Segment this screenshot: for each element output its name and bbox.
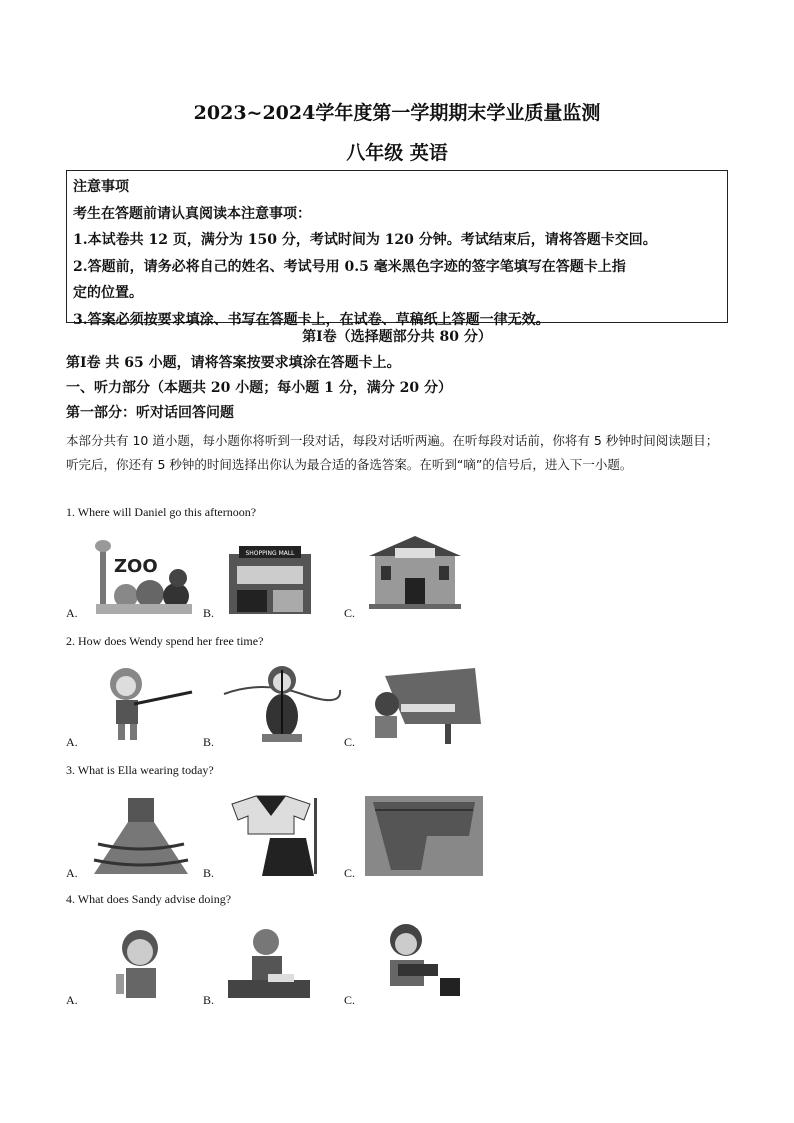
question-2: 2. How does Wendy spend her free time? [66, 634, 264, 648]
option-label: A. [66, 606, 78, 620]
exam-title: 2023~2024学年度第一学期期末学业质量监测 [193, 102, 601, 124]
dress-image [88, 794, 194, 878]
boy-desk-image [226, 926, 312, 1002]
zoo-image [86, 538, 198, 618]
library-image [365, 534, 465, 610]
option-label: C. [344, 866, 356, 880]
question-4: 4. What does Sandy advise doing? [66, 892, 232, 906]
exam-subtitle: 八年级 英语 [346, 142, 448, 164]
question-3: 3. What is Ella wearing today? [66, 763, 214, 777]
cello-girl-image [222, 660, 342, 744]
mall-sign: SHOPPING MALL [245, 550, 295, 557]
boy-reading-image [370, 920, 466, 1002]
violin-girl-image [88, 664, 198, 744]
part-heading: 第Ⅰ卷（选择题部分共 80 分） [302, 329, 492, 345]
option-label: B. [203, 866, 215, 880]
option-label: B. [203, 606, 215, 620]
section-heading: 第一部分：听对话回答问题 [66, 405, 234, 421]
section-intro: 本部分共有 10 道小题，每小题你将听到一段对话，每段对话听两遍。在听每段对话前，你将有 5 秒钟时间阅读题目；听完后，你还有 5 秒钟的时间选择出你认为最合适的备选答案。在听到“嘀”的信号后，进入下一小题。 [66, 433, 719, 472]
option-label: A. [66, 735, 78, 749]
zoo-sign: ZOO [114, 556, 158, 577]
listening-heading: 一、听力部分（本题共 20 小题；每小题 1 分，满分 20 分） [66, 380, 452, 396]
option-label: C. [344, 735, 356, 749]
option-label: C. [344, 606, 356, 620]
option-label: B. [203, 993, 215, 1007]
option-label: A. [66, 993, 78, 1007]
notice-line: 考生在答题前请认真阅读本注意事项： [73, 205, 311, 222]
notice-line: 3.答案必须按要求填涂、书写在答题卡上，在试卷、草稿纸上答题一律无效。 [73, 311, 550, 328]
shirt-skirt-image [226, 794, 326, 878]
part-instruction: 第Ⅰ卷 共 65 小题，请将答案按要求填涂在答题卡上。 [66, 355, 401, 371]
option-label: C. [344, 993, 356, 1007]
notice-box [66, 170, 728, 328]
notice-heading: 注意事项 [73, 179, 129, 195]
piano-girl-image [365, 664, 483, 746]
option-label: B. [203, 735, 215, 749]
shopping-mall-image [225, 540, 315, 616]
jeans-image [365, 796, 483, 876]
notice-line: 1.本试卷共 12 页，满分为 150 分，考试时间为 120 分钟。考试结束后，请将答题卡交回。 [73, 232, 657, 248]
option-label: A. [66, 866, 78, 880]
question-1: 1. Where will Daniel go this afternoon? [66, 505, 257, 519]
notice-line: 定的位置。 [73, 285, 143, 301]
notice-line: 2.答题前，请务必将自己的姓名、考试号用 0.5 毫米黑色字迹的签字笔填写在答题卡上指 [73, 258, 626, 275]
tired-boy-image [88, 926, 198, 1002]
